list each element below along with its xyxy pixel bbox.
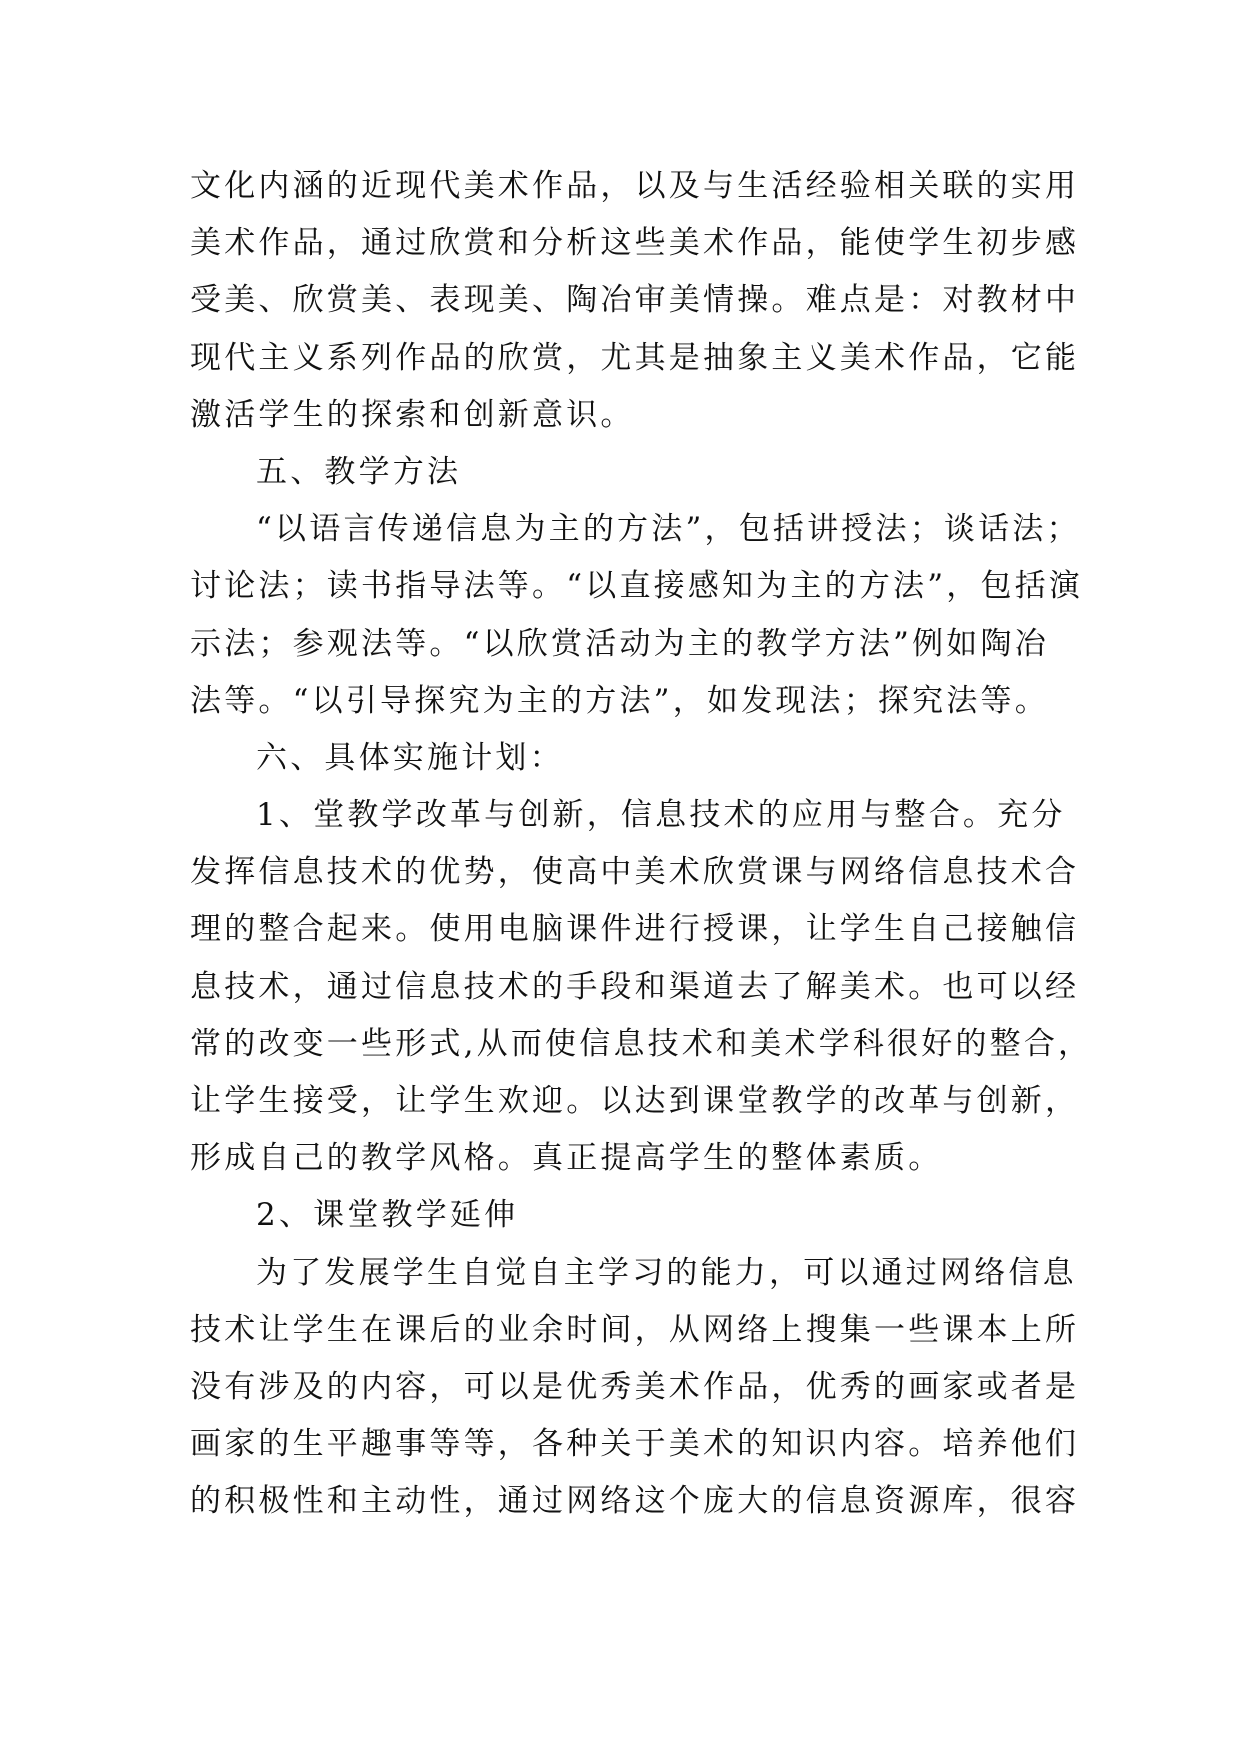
text-line: 让学生接受，让学生欢迎。以达到课堂教学的改革与创新， <box>190 1083 1080 1119</box>
text-line: 息技术，通过信息技术的手段和渠道去了解美术。也可以经 <box>190 968 1080 1005</box>
text-line: 激活学生的探索和创新意识。 <box>190 396 635 433</box>
section-heading: 六、具体实施计划： <box>256 739 564 776</box>
paragraph-first-line: 1、堂教学改革与创新，信息技术的应用与整合。充分 <box>256 797 1066 834</box>
document-page <box>190 158 1093 1531</box>
paragraph-first-line: “以语言传递信息为主的方法”，包括讲授法；谈话法； <box>256 511 1081 548</box>
text-line: 受美、欣赏美、表现美、陶冶审美情操。难点是：对教材中 <box>190 282 1080 319</box>
text-line: 讨论法；读书指导法等。“以直接感知为主的方法”，包括演 <box>190 568 1084 605</box>
paragraph-first-line: 为了发展学生自觉自主学习的能力，可以通过网络信息 <box>256 1254 1077 1291</box>
text-line: 常的改变一些形式,从而使信息技术和美术学科很好的整合， <box>190 1025 1093 1062</box>
text-line: 技术让学生在课后的业余时间，从网络上搜集一些课本上所 <box>190 1311 1080 1348</box>
text-line: 示法；参观法等。“以欣赏活动为主的教学方法”例如陶冶 <box>190 625 1049 662</box>
text-line: 的积极性和主动性，通过网络这个庞大的信息资源库，很容 <box>190 1483 1080 1520</box>
text-line: 法等。“以引导探究为主的方法”，如发现法；探究法等。 <box>190 682 1049 719</box>
text-line: 没有涉及的内容，可以是优秀美术作品，优秀的画家或者是 <box>190 1368 1080 1405</box>
text-line: 美术作品，通过欣赏和分析这些美术作品，能使学生初步感 <box>190 225 1080 262</box>
subsection-heading: 2、课堂教学延伸 <box>256 1197 519 1234</box>
text-line: 形成自己的教学风格。真正提高学生的整体素质。 <box>190 1140 943 1177</box>
text-line: 现代主义系列作品的欣赏，尤其是抽象主义美术作品，它能 <box>190 339 1080 376</box>
text-line: 发挥信息技术的优势，使高中美术欣赏课与网络信息技术合 <box>190 854 1080 891</box>
text-line: 理的整合起来。使用电脑课件进行授课，让学生自己接触信 <box>190 911 1080 948</box>
text-line: 文化内涵的近现代美术作品，以及与生活经验相关联的实用 <box>190 168 1080 204</box>
section-heading: 五、教学方法 <box>256 453 462 490</box>
text-line: 画家的生平趣事等等，各种关于美术的知识内容。培养他们 <box>190 1426 1080 1463</box>
